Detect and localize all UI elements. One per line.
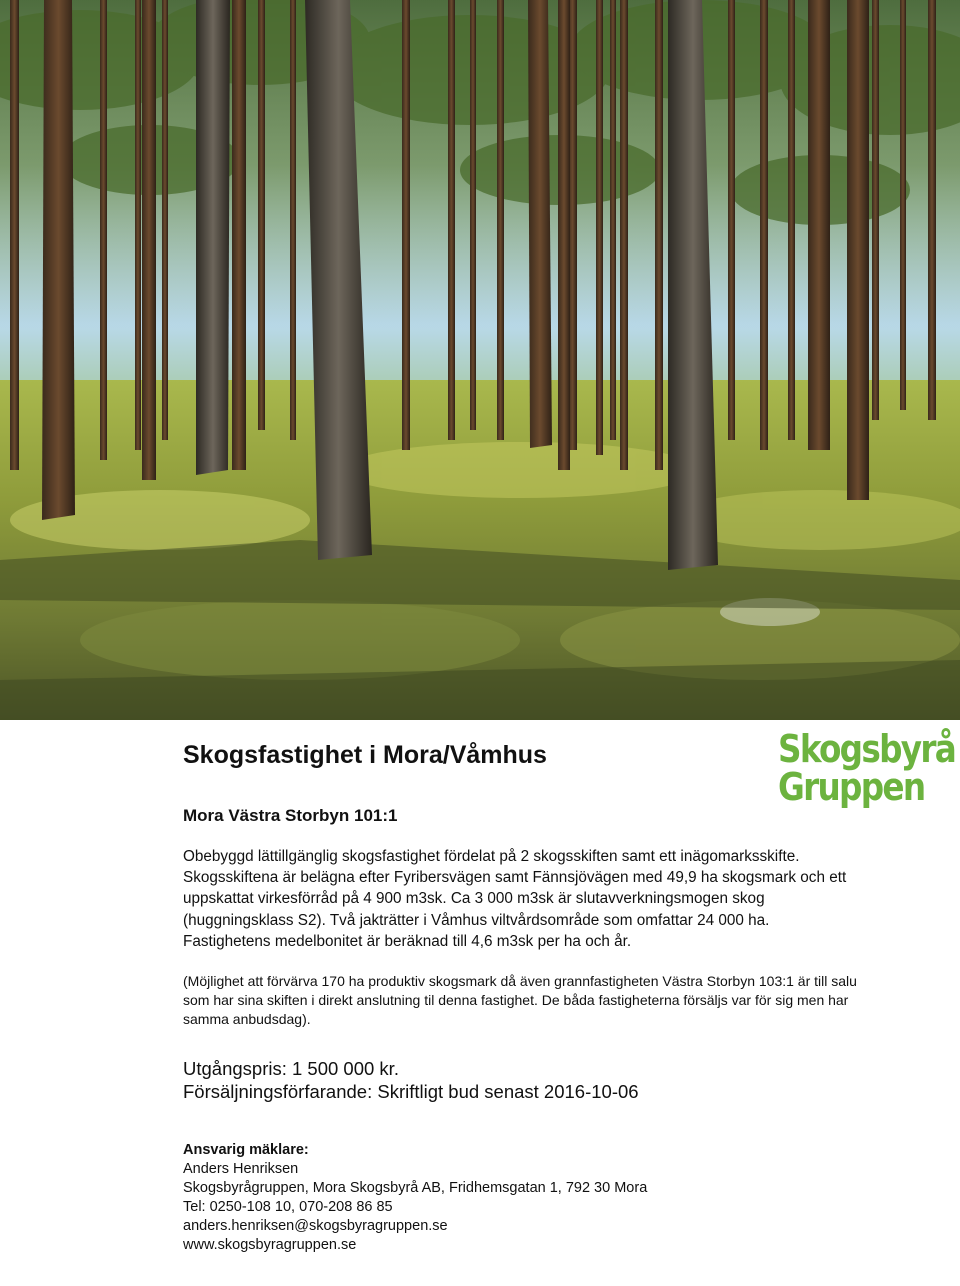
logo-line-1: Skogsbyrå <box>778 727 956 771</box>
agent-email: anders.henriksen@skogsbyragruppen.se <box>183 1218 448 1235</box>
starting-price: Utgångspris: 1 500 000 kr. <box>183 1058 399 1080</box>
agent-company: Skogsbyrågruppen, Mora Skogsbyrå AB, Fridhemsgatan 1, 792 30 Mora <box>183 1180 648 1197</box>
page-title: Skogsfastighet i Mora/Våmhus <box>183 741 547 769</box>
logo-line-2: Gruppen <box>778 765 925 809</box>
agent-phone: Tel: 0250-108 10, 070-208 86 85 <box>183 1199 393 1216</box>
price-block <box>183 1057 863 1103</box>
sale-procedure: Försäljningsförfarande: Skriftligt bud senast 2016-10-06 <box>183 1081 639 1103</box>
contact-heading: Ansvarig mäklare: <box>183 1142 309 1159</box>
agent-name: Anders Henriksen <box>183 1161 299 1178</box>
company-website: www.skogsbyragruppen.se <box>183 1237 357 1254</box>
listing-content <box>183 740 863 1255</box>
neighbor-property-note: (Möjlighet att förvärva 170 ha produktiv skogsmark då även grannfastigheten Västra Storbyn 103:1 är till salu som har sina skiften i direkt anslutning til denna fastighet. De båda fastigheterna försäljs var för sig men har samma anbudsdag). <box>183 973 857 1028</box>
property-designation: Mora Västra Storbyn 101:1 <box>183 806 398 825</box>
contact-block <box>183 1141 863 1255</box>
property-description: Obebyggd lättillgänglig skogsfastighet fördelat på 2 skogsskiften samt ett inägomarksskifte. Skogsskiftena är belägna efter Fyribersvägen samt Fännsjövägen med 49,9 ha skogsmark och ett uppskattat virkesförråd på 4 900 m3sk. Ca 3 000 m3sk är slutavverkningsmogen skog (huggningsklass S2). Två jakträtter i Våmhus viltvårdsområde som omfattar 24 000 ha. Fastighetens medelbonitet är beräknad till 4,6 m3sk per ha och år. <box>183 848 847 950</box>
